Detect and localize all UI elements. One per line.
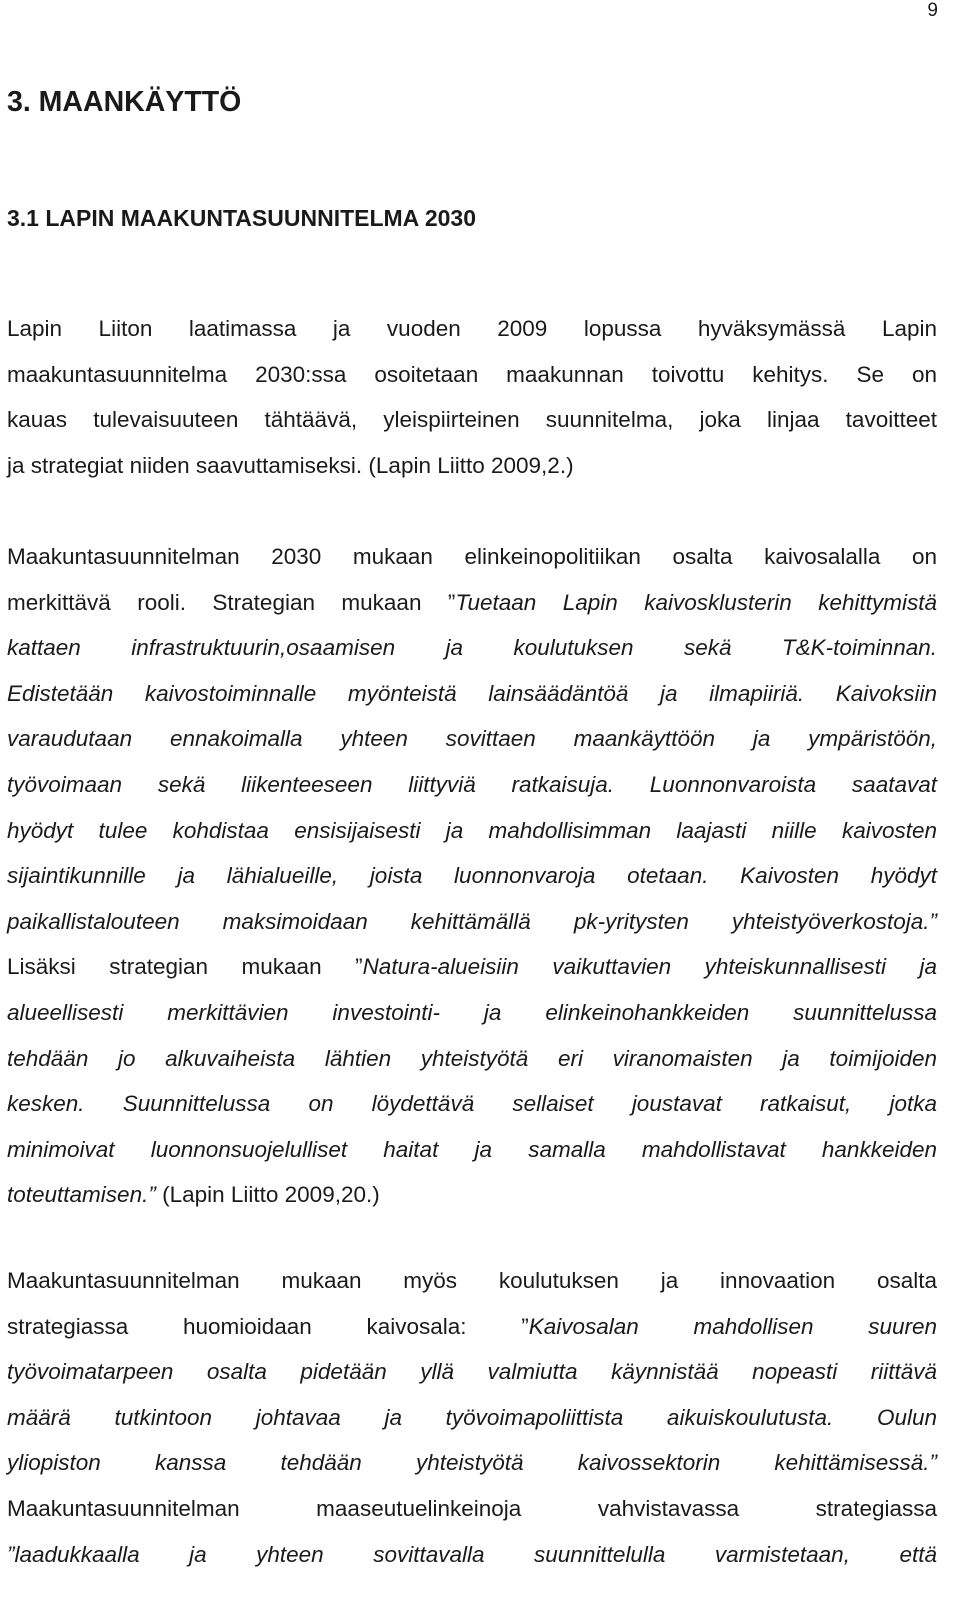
- quote-segment: ”laadukkaalla ja yhteen sovittavalla suunnittelulla varmistetaan, että: [7, 1541, 937, 1567]
- text-line: [7, 580, 937, 626]
- text-line: [7, 762, 937, 808]
- text-line: Lapin Liiton laatimassa ja vuoden 2009 lopussa hyväksymässä Lapin: [7, 316, 937, 341]
- quote-segment: Tuetaan Lapin kaivosklusterin kehittymistä: [455, 589, 937, 615]
- quote-segment: Kaivosalan mahdollisen suuren: [528, 1313, 937, 1339]
- text-line: [7, 899, 937, 945]
- text-segment: Lisäksi strategian mukaan ”: [7, 954, 363, 980]
- text-line: kauas tulevaisuuteen tähtäävä, yleispiirteinen suunnitelma, joka linjaa tavoitteet: [7, 407, 937, 433]
- text-line: [7, 1036, 937, 1082]
- quote-segment: määrä tutkintoon johtavaa ja työvoimapoliittista aikuiskoulutusta. Oulun: [7, 1404, 937, 1430]
- quote-segment: minimoivat luonnonsuojelulliset haitat ja samalla mahdollistavat hankkeiden: [7, 1136, 937, 1162]
- text-line: maakuntasuunnitelma 2030:ssa osoitetaan maakunnan toivottu kehitys. Se on: [7, 361, 937, 387]
- text-line: [7, 944, 937, 990]
- text-line: [7, 853, 937, 899]
- text-line: [7, 1127, 937, 1173]
- quote-segment: paikallistalouteen maksimoidaan kehittämällä pk-yritysten yhteistyöverkostoja.”: [7, 908, 937, 934]
- quote-segment: Edistetään kaivostoiminnalle myönteistä lainsäädäntöä ja ilmapiiriä. Kaivoksiin: [7, 680, 937, 706]
- section-heading: 3.1 LAPIN MAAKUNTASUUNNITELMA 2030: [7, 205, 476, 231]
- text-line: [7, 1532, 937, 1578]
- text-line: [7, 716, 937, 762]
- text-segment: merkittävä rooli. Strategian mukaan ”: [7, 589, 456, 615]
- quote-segment: sijaintikunnille ja lähialueille, joista luonnonvaroja otetaan. Kaivosten hyödyt: [7, 863, 937, 889]
- quote-segment: toteuttamisen.”: [7, 1182, 156, 1208]
- text-line: [7, 625, 937, 671]
- text-line: [7, 1440, 937, 1486]
- document-page: [7, 80, 937, 1567]
- quote-segment: työvoimatarpeen osalta pidetään yllä valmiutta käynnistää nopeasti riittävä: [7, 1359, 937, 1385]
- text-line: [7, 1172, 937, 1218]
- text-line: Maakuntasuunnitelman maaseutuelinkeinoja vahvistavassa strategiassa: [7, 1495, 937, 1521]
- chapter-heading: 3. MAANKÄYTTÖ: [7, 86, 242, 118]
- paragraph-mining-policy: [7, 534, 937, 1218]
- text-line: [7, 808, 937, 854]
- text-line: Maakuntasuunnitelman 2030 mukaan elinkeinopolitiikan osalta kaivosalalla on: [7, 544, 937, 569]
- paragraph-education: [7, 1258, 937, 1577]
- text-line: [7, 990, 937, 1036]
- page-number: 9: [927, 0, 938, 21]
- quote-segment: yliopiston kanssa tehdään yhteistyötä kaivossektorin kehittämisessä.”: [7, 1450, 937, 1476]
- quote-segment: kattaen infrastruktuurin,osaamisen ja koulutuksen sekä T&K-toiminnan.: [7, 635, 937, 661]
- text-line: ja strategiat niiden saavuttamiseksi. (Lapin Liitto 2009,2.): [7, 452, 574, 478]
- text-line: [7, 1081, 937, 1127]
- quote-segment: työvoimaan sekä liikenteeseen liittyviä ratkaisuja. Luonnonvaroista saatavat: [7, 771, 937, 797]
- text-line: [7, 1349, 937, 1395]
- quote-segment: tehdään jo alkuvaiheista lähtien yhteistyötä eri viranomaisten ja toimijoiden: [7, 1045, 937, 1071]
- paragraph-intro: [7, 306, 937, 488]
- text-line: [7, 671, 937, 717]
- text-segment: strategiassa huomioidaan kaivosala: ”: [7, 1313, 529, 1339]
- text-line: [7, 1304, 937, 1350]
- quote-segment: varaudutaan ennakoimalla yhteen sovittaen maankäyttöön ja ympäristöön,: [7, 726, 937, 752]
- quote-segment: alueellisesti merkittävien investointi- ja elinkeinohankkeiden suunnittelussa: [7, 999, 937, 1025]
- text-line: [7, 1395, 937, 1441]
- quote-segment: Natura-alueisiin vaikuttavien yhteiskunnallisesti ja: [362, 954, 937, 980]
- text-line: Maakuntasuunnitelman mukaan myös koulutuksen ja innovaation osalta: [7, 1268, 937, 1293]
- citation: (Lapin Liitto 2009,20.): [155, 1182, 380, 1208]
- quote-segment: hyödyt tulee kohdistaa ensisijaisesti ja mahdollisimman laajasti niille kaivosten: [7, 817, 937, 843]
- quote-segment: kesken. Suunnittelussa on löydettävä sellaiset joustavat ratkaisut, jotka: [7, 1091, 937, 1117]
